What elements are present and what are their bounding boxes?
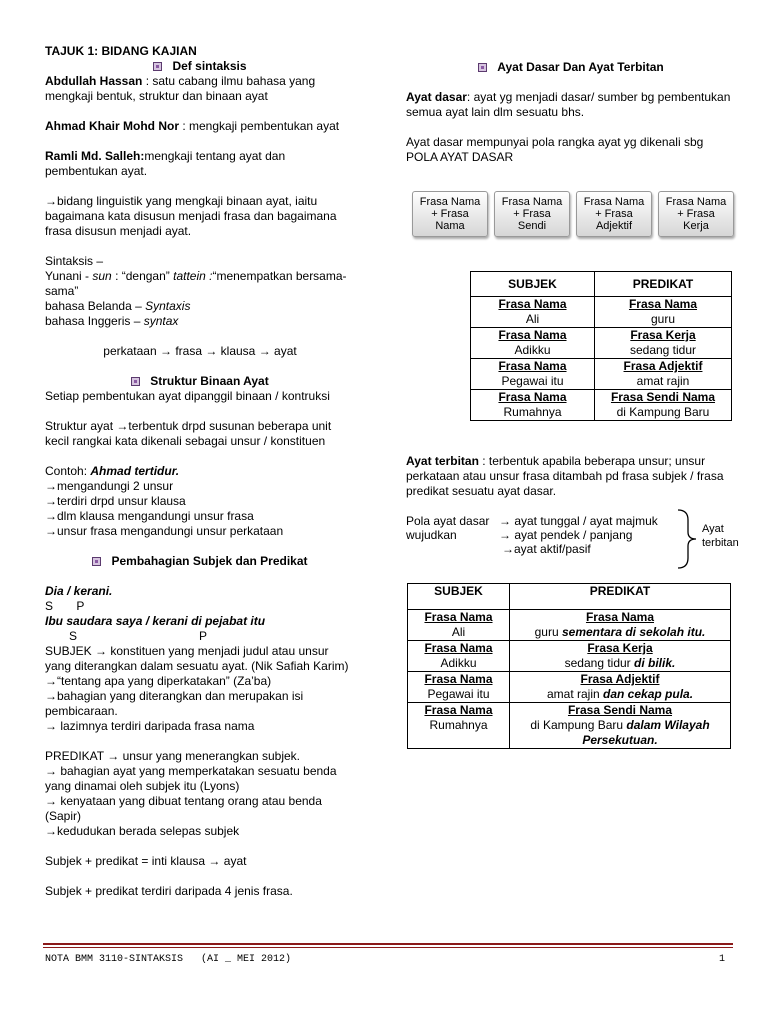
def-ramli: Ramli Md. Salleh:mengkaji tentang ayat dan pembentukan ayat. xyxy=(45,149,286,178)
def-ahmad: Ahmad Khair Mohd Nor : mengkaji pembentukan ayat xyxy=(45,119,340,133)
pola-box: Frasa Nama + Frasa Sendi xyxy=(494,191,570,237)
contoh-item: →unsur frasa mengandungi unsur perkataan xyxy=(45,524,284,538)
terbitan-para: Ayat terbitan : terbentuk apabila beberapa unsur; unsur perkataan atau unsur frasa ditambah pd frasa subjek / frasa predikat sesuatu ayat dasar. xyxy=(406,454,724,498)
footer-text: NOTA BMM 3110-SINTAKSIS (AI _ MEI 2012) xyxy=(45,954,292,965)
struktur-para-2: Struktur ayat →terbentuk drpd susunan beberapa unit kecil rangkai kata dikenali sebagai unsur / konstituen xyxy=(45,419,332,448)
predikat-item: → kenyataan yang dibuat tentang orang atau benda (Sapir) xyxy=(45,794,322,823)
table-row: Frasa Nama Adikku Frasa Kerja sedang tidur xyxy=(471,328,732,359)
sintaksis-head: Sintaksis – xyxy=(45,254,104,268)
page-number: 1 xyxy=(718,954,725,965)
pola-table: SUBJEK PREDIKAT Frasa Nama Ali Frasa Nama guru Frasa Nama Adikku Frasa Kerja sedang tidur Frasa Nama Pegawai itu Frasa Adjektif amat rajin Frasa Nama Rumahnya Frasa Sendi Nama di Kampung Baru xyxy=(470,271,732,421)
bullet-square-icon xyxy=(478,63,487,72)
pola-box: Frasa Nama + Frasa Adjektif xyxy=(576,191,652,237)
subjek-item: →bahagian yang diterangkan dan merupakan isi pembicaraan. xyxy=(45,689,304,718)
belanda-line: bahasa Belanda – Syntaxis xyxy=(45,299,191,313)
pola-wujudkan: Pola ayat dasar wujudkan → ayat tunggal / ayat majmuk → ayat pendek / panjang →ayat aktif/pasif Ayat terbitan xyxy=(406,514,736,574)
bullet-square-icon xyxy=(92,557,101,566)
table-row: Frasa Nama Adikku Frasa Kerja sedang tidur di bilik. xyxy=(408,641,731,672)
footer xyxy=(45,952,725,967)
heading-def-sintaksis: Def sintaksis xyxy=(45,59,355,74)
heading-pembahagian: Pembahagian Subjek dan Predikat xyxy=(45,554,355,569)
linguistik-para: →bidang linguistik yang mengkaji binaan ayat, iaitu bagaimana kata disusun menjadi frasa dan bagaimana frasa disusun menjadi ayat. xyxy=(45,194,337,238)
example-1: Dia / kerani. xyxy=(45,584,113,598)
table-row: Frasa Nama Rumahnya Frasa Sendi Nama di Kampung Baru dalam Wilayah Persekutuan. xyxy=(408,703,731,749)
table-row: Frasa Nama Rumahnya Frasa Sendi Nama di Kampung Baru xyxy=(471,390,732,421)
table-row: Frasa Nama Pegawai itu Frasa Adjektif amat rajin xyxy=(471,359,732,390)
yunani-line: Yunani - sun : “dengan” tattein :“menempatkan bersama-sama” xyxy=(45,269,347,298)
empat-line: Subjek + predikat terdiri daripada 4 jenis frasa. xyxy=(45,884,293,898)
predikat-item: →kedudukan berada selepas subjek xyxy=(45,824,240,838)
heading-ayat-dasar: Ayat Dasar Dan Ayat Terbitan xyxy=(406,60,736,75)
example-2-sp: S P xyxy=(69,629,208,643)
example-1-sp: S P xyxy=(45,599,85,613)
def-abdullah: Abdullah Hassan : satu cabang ilmu bahasa yang mengkaji bentuk, struktur dan binaan ayat xyxy=(45,74,316,103)
footer-rule xyxy=(43,943,733,945)
table-row: Frasa Nama Pegawai itu Frasa Adjektif amat rajin dan cekap pula. xyxy=(408,672,731,703)
ayat-dasar-para: Ayat dasar: ayat yg menjadi dasar/ sumber bg pembentukan semua ayat lain dlm sesuatu bhs. xyxy=(406,90,731,119)
subjek-para: SUBJEK → konstituen yang menjadi judul atau unsur yang diterangkan dalam sesuatu ayat. (Nik Safiah Karim) xyxy=(45,644,349,673)
table-row: Frasa Nama Ali Frasa Nama guru xyxy=(471,297,732,328)
subjek-item: →“tentang apa yang diperkatakan” (Za’ba) xyxy=(45,674,272,688)
bullet-square-icon xyxy=(153,62,162,71)
example-2: Ibu saudara saya / kerani di pejabat itu xyxy=(45,614,266,628)
terbitan-block xyxy=(406,454,736,499)
inti-line: Subjek + predikat = inti klausa → ayat xyxy=(45,854,247,868)
terbitan-table: SUBJEK PREDIKAT Frasa Nama Ali Frasa Nama guru sementara di sekolah itu. Frasa Nama Adikku Frasa Kerja sedang tidur di bilik. Frasa Nama Pegawai itu Frasa Adjektif amat rajin dan cekap pula. Frasa Nama Rumahnya Frasa Sendi Nama di Kampung Baru dalam Wilayah Persekutuan. xyxy=(407,583,731,749)
contoh-item: →dlm klausa mengandungi unsur frasa xyxy=(45,509,254,523)
pola-para: Ayat dasar mempunyai pola rangka ayat yg dikenali sbg POLA AYAT DASAR xyxy=(406,135,704,164)
struktur-para-1: Setiap pembentukan ayat dipanggil binaan / kontruksi xyxy=(45,389,330,403)
chain-line: perkataan → frasa → klausa → ayat xyxy=(103,344,297,358)
footer-rule xyxy=(43,947,733,948)
table-row: Frasa Nama Ali Frasa Nama guru sementara di sekolah itu. xyxy=(408,610,731,641)
bullet-square-icon xyxy=(131,377,140,386)
subjek-item: → lazimnya terdiri daripada frasa nama xyxy=(45,719,255,733)
page-title: TAJUK 1: BIDANG KAJIAN xyxy=(45,44,197,58)
right-column xyxy=(406,60,736,165)
pola-box: Frasa Nama + Frasa Nama xyxy=(412,191,488,237)
contoh-item: →terdiri drpd unsur klausa xyxy=(45,494,186,508)
predikat-item: → bahagian ayat yang memperkatakan sesuatu benda yang dinamai oleh subjek itu (Lyons) xyxy=(45,764,337,793)
contoh-line: Contoh: Ahmad tertidur. xyxy=(45,464,180,478)
contoh-item: →mengandungi 2 unsur xyxy=(45,479,174,493)
left-column xyxy=(45,44,355,899)
pola-boxes xyxy=(412,191,734,237)
brace-icon xyxy=(676,508,698,570)
heading-struktur: Struktur Binaan Ayat xyxy=(45,374,355,389)
pola-box: Frasa Nama + Frasa Kerja xyxy=(658,191,734,237)
predikat-para: PREDIKAT → unsur yang menerangkan subjek. xyxy=(45,749,301,763)
inggeris-line: bahasa Inggeris – syntax xyxy=(45,314,179,328)
